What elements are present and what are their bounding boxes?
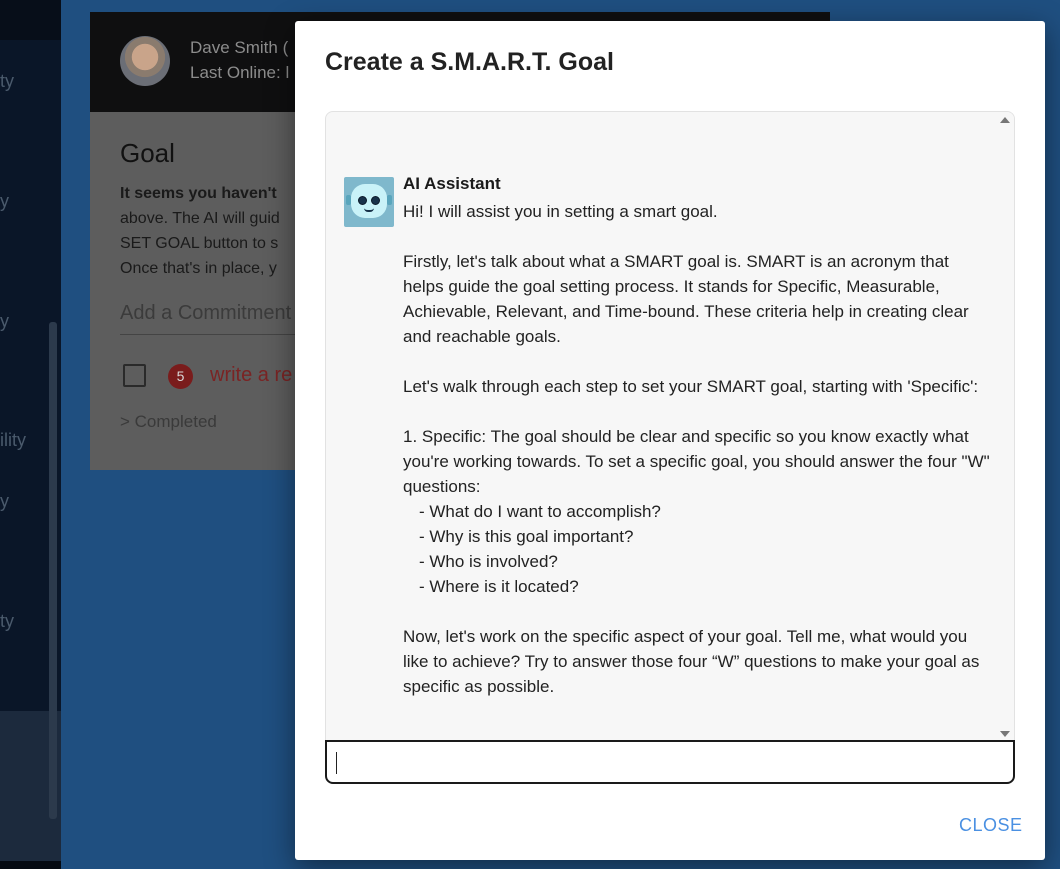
sidebar-item-label: ility: [0, 430, 26, 450]
smart-goal-dialog: [295, 21, 1045, 860]
chat-input[interactable]: [325, 740, 1015, 784]
sidebar-scrollbar: [49, 322, 57, 819]
scroll-up-icon[interactable]: [1000, 117, 1010, 123]
task-text: write a re: [210, 364, 293, 386]
message-paragraph: 1. Specific: The goal should be clear and specific so you know exactly what you're working towards. To set a specific goal, you should answer the four "W" questions:: [403, 427, 990, 496]
commitment-underline: [120, 334, 300, 335]
goal-description-line: SET GOAL button to s: [120, 235, 279, 252]
message-question: - Why is this goal important?: [419, 527, 634, 546]
goal-description-bold: It seems you haven't: [120, 185, 277, 202]
message-question: - What do I want to accomplish?: [419, 502, 661, 521]
dialog-title: Create a S.M.A.R.T. Goal: [325, 48, 614, 76]
profile-name: Dave Smith (: [190, 38, 289, 57]
robot-eye-right: [371, 196, 380, 205]
message-greeting: Hi! I will assist you in setting a smart goal.: [403, 202, 718, 221]
robot-icon: [344, 177, 394, 227]
message-paragraph: Firstly, let's talk about what a SMART goal is. SMART is an acronym that helps guide the goal setting process. It stands for Specific, Measurable, Achievable, Relevant, and Time-bound. These criteria help in creating clear and reachable goals.: [403, 252, 969, 346]
avatar: [120, 36, 170, 86]
last-online: Last Online: l: [190, 63, 290, 82]
message-paragraph: Let's walk through each step to set your SMART goal, starting with 'Specific':: [403, 377, 979, 396]
message-question: - Who is involved?: [419, 552, 558, 571]
goal-title: Goal: [120, 138, 175, 168]
sidebar-item-label: ty: [0, 611, 15, 631]
completed-toggle: > Completed: [120, 412, 217, 431]
robot-eye-left: [358, 196, 367, 205]
close-button[interactable]: CLOSE: [959, 815, 1023, 835]
task-checkbox: [123, 364, 146, 387]
sidebar-item-label: y: [0, 491, 9, 511]
goal-description: [120, 181, 300, 281]
goal-description-line: above. The AI will guid: [120, 210, 280, 227]
robot-head: [351, 184, 387, 218]
commitment-input: Add a Commitment: [120, 302, 292, 324]
chat-scrollbar[interactable]: [997, 112, 1014, 740]
robot-mouth: [364, 208, 374, 212]
sidebar-header: [0, 0, 61, 40]
message-paragraph: Now, let's work on the specific aspect of your goal. Tell me, what would you like to achieve? Try to answer those four “W” questions to make your goal as specific as possible.: [403, 627, 980, 696]
sidebar-item-label: y: [0, 191, 9, 211]
message-sender: AI Assistant: [403, 174, 501, 193]
sidebar-item-label: ty: [0, 71, 15, 91]
sidebar-footer: [0, 861, 61, 869]
chat-log[interactable]: [325, 111, 1015, 740]
robot-ear-right: [387, 195, 392, 205]
sidebar-item-label: y: [0, 311, 9, 331]
assistant-message: [403, 199, 993, 699]
goal-description-line: Once that's in place, y: [120, 260, 277, 277]
text-caret: [336, 752, 337, 774]
task-count-badge: 5: [168, 364, 193, 389]
message-question: - Where is it located?: [419, 577, 579, 596]
scroll-down-icon[interactable]: [1000, 731, 1010, 737]
